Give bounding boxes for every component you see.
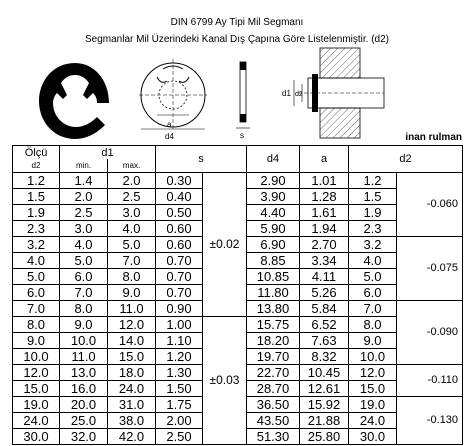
cell-a: 10.45 (300, 365, 349, 381)
cell-s: 0.90 (156, 301, 203, 317)
cell-olcu: 30.0 (13, 429, 60, 445)
cell-d2: 1.5 (349, 189, 397, 205)
cell-d1-max: 38.0 (108, 413, 156, 429)
cell-d2: 2.3 (349, 221, 397, 237)
cell-s: 0.70 (156, 253, 203, 269)
cell-a: 25.80 (300, 429, 349, 445)
cell-olcu: 19.0 (13, 397, 60, 413)
cell-d4: 18.20 (247, 333, 300, 349)
cell-d4: 51.30 (247, 429, 300, 445)
cell-olcu: 4.0 (13, 253, 60, 269)
cell-d1-min: 13.0 (60, 365, 108, 381)
cell-s: 1.20 (156, 349, 203, 365)
cell-a: 21.88 (300, 413, 349, 429)
cell-d2: 1.9 (349, 205, 397, 221)
cell-d2: 6.0 (349, 285, 397, 301)
d2-tolerance: -0.110 (397, 365, 463, 397)
cell-a: 1.28 (300, 189, 349, 205)
cell-d1-min: 7.0 (60, 285, 108, 301)
cell-d1-max: 12.0 (108, 317, 156, 333)
cell-s: 1.10 (156, 333, 203, 349)
cell-s: 1.30 (156, 365, 203, 381)
clip-front-view-drawing (127, 55, 219, 147)
table-row (13, 173, 463, 189)
cell-d1-min: 10.0 (60, 333, 108, 349)
cell-d1-max: 9.0 (108, 285, 156, 301)
cell-d1-min: 1.4 (60, 173, 108, 189)
cell-d2: 4.0 (349, 253, 397, 269)
cell-a: 8.32 (300, 349, 349, 365)
cell-s: 0.70 (156, 285, 203, 301)
header-d1: d1 (60, 146, 156, 160)
cell-d1-max: 24.0 (108, 381, 156, 397)
header-d2: d2 (349, 146, 463, 173)
cell-d1-min: 20.0 (60, 397, 108, 413)
cell-d4: 3.90 (247, 189, 300, 205)
cell-d2: 19.0 (349, 397, 397, 413)
header-d1-min: min. (60, 159, 108, 173)
header-d1-max: max. (108, 159, 156, 173)
cell-d1-max: 42.0 (108, 429, 156, 445)
label-d4: d4 (165, 132, 174, 141)
cell-a: 5.26 (300, 285, 349, 301)
cell-s: 0.60 (156, 237, 203, 253)
cell-d2: 24.0 (349, 413, 397, 429)
cell-d1-min: 4.0 (60, 237, 108, 253)
cell-olcu: 24.0 (13, 413, 60, 429)
cell-d1-min: 6.0 (60, 269, 108, 285)
cell-d1-min: 9.0 (60, 317, 108, 333)
cell-d4: 8.85 (247, 253, 300, 269)
clip-silhouette-image (35, 55, 115, 145)
page-title: DIN 6799 Ay Tipi Mil Segmanı (170, 17, 304, 28)
cell-d1-min: 11.0 (60, 349, 108, 365)
cell-d4: 2.90 (247, 173, 300, 189)
page-subtitle: Segmanlar Mil Üzerindeki Kanal Dış Çapına Göre Listelenmiştir. (d2) (84, 34, 389, 45)
table-header-row (13, 146, 463, 160)
cell-d1-max: 7.0 (108, 253, 156, 269)
cell-a: 1.94 (300, 221, 349, 237)
cell-d1-max: 18.0 (108, 365, 156, 381)
cell-a: 3.34 (300, 253, 349, 269)
cell-d4: 5.90 (247, 221, 300, 237)
cell-olcu: 2.3 (13, 221, 60, 237)
cell-a: 1.61 (300, 205, 349, 221)
cell-a: 5.84 (300, 301, 349, 317)
cell-olcu: 15.0 (13, 381, 60, 397)
cell-s: 1.50 (156, 381, 203, 397)
cell-olcu: 5.0 (13, 269, 60, 285)
cell-olcu: 6.0 (13, 285, 60, 301)
cell-a: 6.52 (300, 317, 349, 333)
cell-a: 4.11 (300, 269, 349, 285)
cell-d2: 9.0 (349, 333, 397, 349)
cell-d1-min: 2.5 (60, 205, 108, 221)
cell-a: 2.70 (300, 237, 349, 253)
cell-d2: 12.0 (349, 365, 397, 381)
cell-d2: 5.0 (349, 269, 397, 285)
cell-olcu: 8.0 (13, 317, 60, 333)
header-d4: d4 (247, 146, 300, 173)
brand-label: inan rulman (405, 132, 462, 143)
cell-a: 15.92 (300, 397, 349, 413)
d2-tolerance: -0.090 (397, 301, 463, 365)
cell-d2: 7.0 (349, 301, 397, 317)
cell-s: 0.60 (156, 221, 203, 237)
label-d2: d2 (295, 91, 303, 98)
cell-s: 0.70 (156, 269, 203, 285)
header-s: s (156, 146, 247, 173)
d2-tolerance: -0.130 (397, 397, 463, 445)
cell-olcu: 1.9 (13, 205, 60, 221)
cell-d4: 19.70 (247, 349, 300, 365)
header-olcu: Ölçü (13, 146, 60, 160)
cell-d2: 1.2 (349, 173, 397, 189)
cell-d4: 4.40 (247, 205, 300, 221)
cell-d1-min: 5.0 (60, 253, 108, 269)
cell-olcu: 1.5 (13, 189, 60, 205)
cell-s: 2.00 (156, 413, 203, 429)
cell-d1-max: 5.0 (108, 237, 156, 253)
cell-d1-min: 25.0 (60, 413, 108, 429)
label-d1: d1 (282, 89, 291, 98)
cell-d1-max: 31.0 (108, 397, 156, 413)
s-tolerance: ±0.03 (203, 317, 247, 445)
d2-tolerance: -0.060 (397, 173, 463, 237)
cell-a: 12.61 (300, 381, 349, 397)
header-a: a (300, 146, 349, 173)
cell-d1-max: 2.0 (108, 173, 156, 189)
cell-d1-max: 3.0 (108, 205, 156, 221)
cell-olcu: 9.0 (13, 333, 60, 349)
label-s: s (240, 131, 244, 140)
cell-d1-max: 2.5 (108, 189, 156, 205)
cell-olcu: 7.0 (13, 301, 60, 317)
d2-tolerance: -0.075 (397, 237, 463, 301)
cell-olcu: 10.0 (13, 349, 60, 365)
cell-d2: 30.0 (349, 429, 397, 445)
table-row (13, 317, 463, 333)
cell-d1-max: 11.0 (108, 301, 156, 317)
dimension-table (12, 145, 463, 445)
shaft-groove-drawing (278, 44, 388, 142)
cell-d4: 36.50 (247, 397, 300, 413)
cell-d2: 3.2 (349, 237, 397, 253)
cell-d1-max: 14.0 (108, 333, 156, 349)
cell-d1-min: 2.0 (60, 189, 108, 205)
cell-s: 1.00 (156, 317, 203, 333)
cell-s: 0.50 (156, 205, 203, 221)
label-a: a (167, 120, 172, 129)
cell-d4: 22.70 (247, 365, 300, 381)
cell-d4: 28.70 (247, 381, 300, 397)
cell-d4: 10.85 (247, 269, 300, 285)
s-tolerance: ±0.02 (203, 173, 247, 317)
cell-s: 1.75 (156, 397, 203, 413)
cell-d4: 6.90 (247, 237, 300, 253)
cell-d1-min: 32.0 (60, 429, 108, 445)
cell-d2: 15.0 (349, 381, 397, 397)
cell-d2: 8.0 (349, 317, 397, 333)
cell-d1-min: 3.0 (60, 221, 108, 237)
cell-d4: 43.50 (247, 413, 300, 429)
cell-a: 1.01 (300, 173, 349, 189)
cell-d4: 15.75 (247, 317, 300, 333)
cell-olcu: 12.0 (13, 365, 60, 381)
header-olcu-sub: d2 (13, 159, 60, 173)
cell-d2: 10.0 (349, 349, 397, 365)
cell-d1-min: 8.0 (60, 301, 108, 317)
cell-a: 7.63 (300, 333, 349, 349)
cell-d4: 11.80 (247, 285, 300, 301)
cell-d1-max: 4.0 (108, 221, 156, 237)
cell-s: 0.40 (156, 189, 203, 205)
cell-d1-max: 8.0 (108, 269, 156, 285)
cell-d1-min: 16.0 (60, 381, 108, 397)
cell-s: 2.50 (156, 429, 203, 445)
cell-olcu: 3.2 (13, 237, 60, 253)
cell-olcu: 1.2 (13, 173, 60, 189)
clip-side-view-drawing (232, 58, 254, 140)
cell-s: 0.30 (156, 173, 203, 189)
table-body (13, 173, 463, 445)
cell-d4: 13.80 (247, 301, 300, 317)
cell-d1-max: 15.0 (108, 349, 156, 365)
